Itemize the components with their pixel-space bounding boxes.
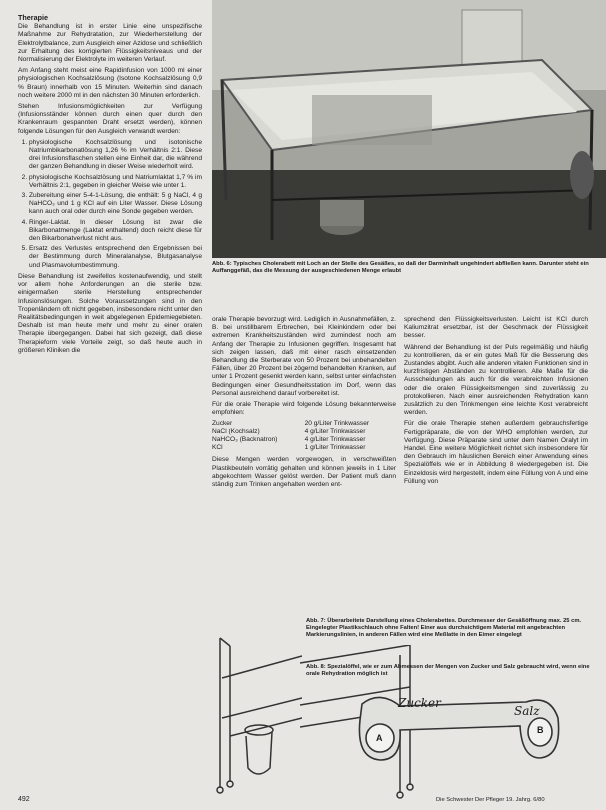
figure7-caption: Abb. 7: Überarbeitete Darstellung eines Cholerabettes. Durchmesser der Gesäßöffnung max. 25 cm. Eingelegter Plastikschlauch ohne Falten! Einer aus durchsichtigem Material mit angebrachten Markierungslinien, in anderen Fällen wird eine Meßlatte in den Eimer eingelegt xyxy=(306,618,582,638)
oral-solution-table xyxy=(212,420,396,452)
paragraph: Während der Behandlung ist der Puls regelmäßig und häufig zu kontrollieren, da er ein gutes Maß für die Besserung des Zustandes abgibt. Auch alle anderen vitalen Funktionen sind in kurzfristigen Abständen zu kontrollieren. Alle Maße für die Ausscheidungen als auch für die verabreichten Infusionen oder die oralen Flüssigkeitsmengen sind zuverlässig zu protokollieren. Nach einer ausreichenden Rehydration kann zusätzlich zu den Trinkmengen eine leichte Kost verabreicht werden. xyxy=(404,343,588,417)
paragraph: orale Therapie bevorzugt wird. Lediglich in Ausnahmefällen, z. B. bei unstillbarem Erbrechen, bei Kleinkindern oder bei extremen Krankheitszuständen wird zumindest noch am Anfang der Therapie zu Infusionen gegriffen. Insgesamt hat sich zeigen lassen, daß mit einer rasch einsetzenden Behandlung die Sterberate von 50 Prozent bei unbehandelten Fällen, über 20 Prozent bei zögernd behandelten Kranken, auf unter 1 Prozent gesenkt werden kann, selbst unter einfachsten Bedingungen einer Gesundheitsstation im Dorf, wenn das Personal ausreichend darauf vorbereitet ist. xyxy=(212,316,396,397)
right-column xyxy=(404,316,588,489)
list-item: 3. Zubereitung einer 5-4-1-Lösung, die enthält: 5 g NaCl, 4 g NaHCO₃ und 1 g KCl auf ein Liter Wasser. Diese Lösung kann auch oral oder durch eine Sonde gegeben werden. xyxy=(29,192,202,217)
left-column xyxy=(18,14,202,358)
table-row: NaHCO₃ (Backnatron) 4 g/Liter Trinkwasser xyxy=(212,436,366,444)
middle-column xyxy=(212,316,396,492)
list-item: 2. physiologische Kochsalzlösung und Natriumlaktat 1,7 % im Verhältnis 2:1, gegeben in gleicher Weise wie unter 1. xyxy=(29,174,202,190)
paragraph: Am Anfang steht meist eine Rapidinfusion von 1000 ml einer physiologischen Kochsalzlösung (Isotone Kochsalzlösung 0,9 % Braun) innerhalb von 15 Minuten. Weiterhin sind danach noch weitere 2000 ml in den nächsten 30 Minuten erforderlich. xyxy=(18,67,202,99)
paragraph: sprechend den Flüssigkeitsverlusten. Leicht ist KCl durch Kaliumzitrat ersetzbar, ist der Geschmack der Flüssigkeit besser. xyxy=(404,316,588,340)
paragraph: Für die orale Therapie wird folgende Lösung bekannterweise empfohlen: xyxy=(212,401,396,417)
paragraph: Diese Behandlung ist zweifellos kostenaufwendig, und stellt vor allem hohe Anforderungen an die sterile bzw. einigermaßen sterile Herstellung entsprechender Infusionslösungen. Solche Voraussetzungen sind in den Tropenländern oft nicht gegeben, insbesondere nicht unter den Realitätsbedingungen in weit abgelegenen Epidemiegebieten. Deshalb ist man heute mehr und mehr zu einer oralen Therapie übergegangen. Dabei hat sich gezeigt, daß diese Therapieform viele Vorteile zeigt, so daß heute auch in größeren Kliniken die xyxy=(18,272,202,354)
figure7-bed-drawing xyxy=(212,618,302,798)
journal-footer: Die Schwester Der Pfleger 19. Jahrg. 6/80 xyxy=(436,797,545,803)
spoon-label-salz: Salz xyxy=(514,704,540,718)
paragraph: Stehen Infusionsmöglichkeiten zur Verfügung (Infusionsständer können durch einen quer durch den Krankenraum gespannten Draht ersetzt werden), können folgende Lösungen für den Ausgleich verwandt werden: xyxy=(18,103,202,135)
measuring-spoon-icon xyxy=(340,680,570,780)
paragraph: Für die orale Therapie stehen außerdem gebrauchsfertige Fertigpräparate, die von der WHO empfohlen werden, zur Verfügung. Diese Präparate sind unter dem Namen Oralyt im Handel. Eine weitere Möglichkeit richtet sich insbesondere für den Gebrauch im häuslichen Bereich einer Anwendung eines Spezialöffels wie er in Abbildung 8 wiedergegeben ist. Die Einzeldosis wird hergestellt, indem eine Füllung von A und eine Füllung von xyxy=(404,420,589,485)
list-item: 5. Ersatz des Verlustes entsprechend den Ergebnissen bei der Bestimmung durch Mineralanalyse, Blutgasanalyse und Plasmavolumbestimmung. xyxy=(29,245,202,270)
spoon-label-a: A xyxy=(376,733,383,743)
list-item: 1. physiologische Kochsalzlösung und isotonische Natriumbikarbonatlösung 1,26 % im Verhältnis 2:1. Diese drei Infusionsflaschen stellen eine Einheit dar, die während der ganzen Behandlung in dieser Weise wiederholt wird. xyxy=(29,139,202,172)
table-row: NaCl (Kochsalz) 4 g/Liter Trinkwasser xyxy=(212,428,366,436)
spoon-label-b: B xyxy=(537,725,544,735)
page-number: 492 xyxy=(18,796,30,803)
figure6-photo xyxy=(212,0,606,258)
paragraph: Die Behandlung ist in erster Linie eine unspezifische Maßnahme zur Rehydratation, zur Wiederherstellung der Elektrolytbalance, zum Ausgleich einer Azidose und schließlich zur Erhaltung des korrigierten Flüssigkeitsniveaus und der Normalisierung der Elektrolyte im weiteren Verlauf. xyxy=(18,23,202,64)
paragraph: Diese Mengen werden vorgewogen, in verschweißten Plastikbeuteln vorrätig gehalten und können jeweils in 1 Liter abgekochtem Wasser gelöst werden. Der Patient muß dann ständig zum Trinken angehalten werden ent- xyxy=(212,456,396,489)
figure8-caption: Abb. 8: Spezialöffel, wie er zum Abmessen der Mengen von Zucker und Salz gebraucht wird, wenn eine orale Rehydration möglich ist xyxy=(306,664,590,677)
table-row: Zucker 20 g/Liter Trinkwasser xyxy=(212,420,370,428)
solution-list xyxy=(18,139,202,270)
spoon-label-zucker: Zucker xyxy=(398,696,441,710)
table-row: KCl 1 g/Liter Trinkwasser xyxy=(212,444,366,452)
section-heading: Therapie xyxy=(18,13,48,22)
list-item: 4. Ringer-Laktat. In dieser Lösung ist zwar die Bikarbonatmenge (Laktat enthaltend) doch reicht diese für den Bikarbonatverlust nicht aus. xyxy=(29,219,202,244)
cholera-bed-photo-icon xyxy=(212,0,606,258)
figure6-caption: Abb. 6: Typisches Cholerabett mit Loch an der Stelle des Gesäßes, so daß der Darminhalt ungehindert abfließen kann. Darunter steht ein Auffanggefäß, das die Messung der ausgeschiedenen Menge erlaubt xyxy=(212,261,589,274)
